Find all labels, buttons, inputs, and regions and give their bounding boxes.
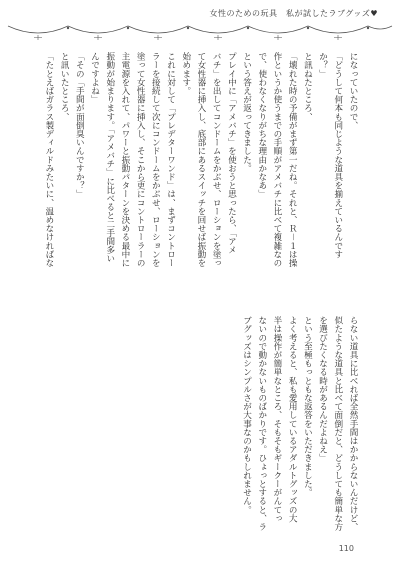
- text-line: で、使わなくなりがちな理由かなあ」: [256, 52, 267, 199]
- text-line: ないので動かないものばかりです。ひょっとすると、ラ: [256, 316, 267, 531]
- text-line: ブグッズはシンプルさが大事なのかもしれません。: [241, 316, 252, 514]
- text-line: 「その「手間が面倒臭いんですか？」: [74, 52, 85, 199]
- decorative-garland-icon: [0, 22, 400, 52]
- text-line: て女性器に挿入し、底部にあるスイッチを回せば振動を: [195, 52, 206, 267]
- text-line: プレイ中に「アメバチ」を使おうと思ったら、「アメ: [226, 52, 237, 255]
- text-line: 始めます。: [180, 52, 191, 95]
- page-number: 110: [338, 544, 354, 553]
- text-line: 「どうして何本も同じような道具を揃えているんです: [332, 52, 343, 259]
- text-line: 塗って女性器に挿入し、そこから更にコントローラーの: [135, 52, 146, 267]
- text-line: バチ」を出してコンドームをかぶせ、ローションを塗っ: [211, 52, 222, 267]
- text-line: よく考えると、私も愛用しているアダルトグッズの大: [287, 316, 298, 523]
- running-header: 女性のための玩具 私が試したラブグッズ♥: [209, 9, 378, 18]
- text-line: 「たとえばガラス製ディルドみたいに、温めなければな: [43, 52, 54, 267]
- text-line: という答えが返ってきました。: [241, 52, 252, 173]
- text-line: という至極もっともな返答をいただきました。: [302, 316, 313, 497]
- lower-text-block: [160, 316, 360, 531]
- text-line: んですよね」: [89, 52, 100, 104]
- text-line: 似たような道具と比べて面倒だと、どうしても簡単な方: [332, 316, 343, 531]
- text-line: を選びたくなる時があるんだよねえ」: [317, 316, 328, 463]
- text-line: になっていたので、: [348, 52, 358, 130]
- text-line: ラーを接続して次にコンドームをかぶせ、ローションを: [150, 52, 161, 267]
- text-line: か？」: [317, 52, 328, 78]
- text-line: 半は操作が簡単なところ、そもそもギークーがんてっ: [271, 316, 282, 523]
- text-line: これに対して「プレデターワンド」は、まずコントロー: [165, 52, 176, 267]
- text-line: らない道具に比べれば全然手間はかからないんだけど、: [348, 316, 358, 531]
- text-line: と訊いたところ、: [59, 52, 70, 121]
- text-line: 主電源を入れて、パワーと振動パターンを決める最中に: [119, 52, 130, 267]
- upper-text-block: [30, 52, 360, 312]
- text-line: 振動が始まります。「アメバチ」に比べると二手間多い: [104, 52, 115, 263]
- text-line: と訊ねたところ、: [302, 52, 313, 121]
- text-line: 「壊れた時の予備がまず第一だね。それと、Ｒ－１は操: [287, 52, 298, 267]
- text-line: 作というか使うまでの手順がアメバチに比べて複雑なの: [271, 52, 282, 267]
